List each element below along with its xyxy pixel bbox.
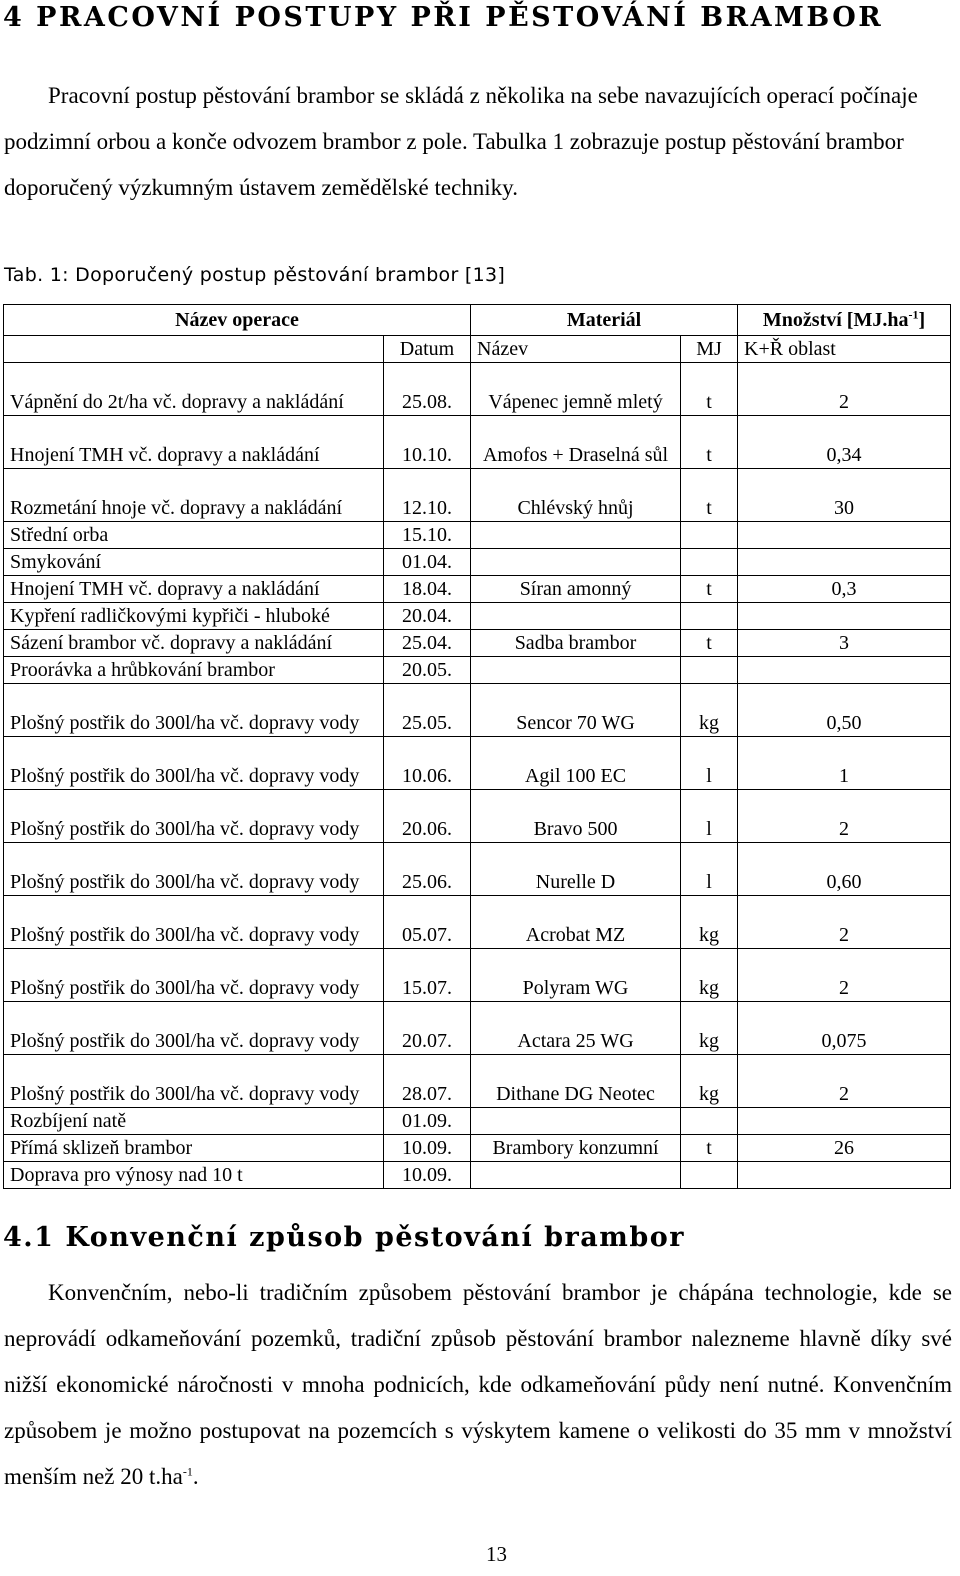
operation-cell: Střední orba xyxy=(4,522,384,549)
date-cell: 25.04. xyxy=(384,630,471,657)
operation-cell: Vápnění do 2t/ha vč. dopravy a nakládání xyxy=(4,363,384,416)
date-cell: 10.09. xyxy=(384,1135,471,1162)
date-cell: 28.07. xyxy=(384,1055,471,1108)
amount-cell xyxy=(738,549,951,576)
amount-cell xyxy=(738,522,951,549)
material-cell: Dithane DG Neotec xyxy=(471,1055,681,1108)
table-row xyxy=(4,363,951,416)
cultivation-table xyxy=(3,304,951,1189)
operation-cell: Plošný postřik do 300l/ha vč. dopravy vody xyxy=(4,684,384,737)
date-cell: 10.06. xyxy=(384,737,471,790)
amount-cell: 0,3 xyxy=(738,576,951,603)
material-cell xyxy=(471,549,681,576)
material-cell: Acrobat MZ xyxy=(471,896,681,949)
amount-cell xyxy=(738,603,951,630)
amount-cell xyxy=(738,1162,951,1189)
amount-cell: 1 xyxy=(738,737,951,790)
intro-paragraph xyxy=(4,73,952,211)
material-cell: Vápenec jemně mletý xyxy=(471,363,681,416)
amount-cell xyxy=(738,657,951,684)
unit-cell: kg xyxy=(681,949,738,1002)
date-cell: 20.05. xyxy=(384,657,471,684)
amount-cell: 0,34 xyxy=(738,416,951,469)
material-cell: Polyram WG xyxy=(471,949,681,1002)
date-cell: 25.05. xyxy=(384,684,471,737)
operation-cell: Proorávka a hrůbkování brambor xyxy=(4,657,384,684)
unit-cell xyxy=(681,603,738,630)
operation-cell: Rozmetání hnoje vč. dopravy a nakládání xyxy=(4,469,384,522)
operation-cell: Hnojení TMH vč. dopravy a nakládání xyxy=(4,576,384,603)
operation-cell: Rozbíjení natě xyxy=(4,1108,384,1135)
operation-cell: Plošný postřik do 300l/ha vč. dopravy vody xyxy=(4,737,384,790)
operation-cell: Smykování xyxy=(4,549,384,576)
subheader-unit: MJ xyxy=(681,336,738,363)
table-row xyxy=(4,684,951,737)
date-cell: 20.06. xyxy=(384,790,471,843)
table-row xyxy=(4,896,951,949)
material-cell xyxy=(471,657,681,684)
material-cell: Sencor 70 WG xyxy=(471,684,681,737)
operation-cell: Plošný postřik do 300l/ha vč. dopravy vody xyxy=(4,843,384,896)
operation-cell: Hnojení TMH vč. dopravy a nakládání xyxy=(4,416,384,469)
subheader-empty xyxy=(4,336,384,363)
table-header-row xyxy=(4,305,951,336)
table-row xyxy=(4,1162,951,1189)
operation-cell: Plošný postřik do 300l/ha vč. dopravy vody xyxy=(4,1055,384,1108)
amount-cell: 2 xyxy=(738,363,951,416)
unit-cell: t xyxy=(681,416,738,469)
material-cell xyxy=(471,603,681,630)
intro-text: Pracovní postup pěstování brambor se skládá z několika na sebe navazujících operací počínaje podzimní orbou a konče odvozem brambor z pole. Tabulka 1 zobrazuje postup pěstování brambor doporučený výzkumným ústavem zemědělské techniky. xyxy=(4,83,918,200)
amount-cell: 0,60 xyxy=(738,843,951,896)
date-cell: 15.07. xyxy=(384,949,471,1002)
subheader-region: K+Ř oblast xyxy=(738,336,951,363)
date-cell: 01.09. xyxy=(384,1108,471,1135)
operation-cell: Plošný postřik do 300l/ha vč. dopravy vody xyxy=(4,949,384,1002)
date-cell: 18.04. xyxy=(384,576,471,603)
amount-cell: 26 xyxy=(738,1135,951,1162)
unit-cell xyxy=(681,1162,738,1189)
amount-cell: 0,075 xyxy=(738,1002,951,1055)
unit-cell: l xyxy=(681,790,738,843)
table-row xyxy=(4,790,951,843)
unit-cell: t xyxy=(681,576,738,603)
date-cell: 12.10. xyxy=(384,469,471,522)
header-operation: Název operace xyxy=(4,305,471,336)
unit-cell: t xyxy=(681,630,738,657)
date-cell: 25.08. xyxy=(384,363,471,416)
amount-cell xyxy=(738,1108,951,1135)
date-cell: 10.09. xyxy=(384,1162,471,1189)
amount-cell: 0,50 xyxy=(738,684,951,737)
amount-cell: 2 xyxy=(738,949,951,1002)
header-amount: Množství $[MJ.ha^{-1}]$ xyxy=(738,305,951,336)
section-text-sup: -1 xyxy=(182,1464,193,1479)
material-cell: Síran amonný xyxy=(471,576,681,603)
material-cell: Agil 100 EC xyxy=(471,737,681,790)
material-cell: Sadba brambor xyxy=(471,630,681,657)
date-cell: 25.06. xyxy=(384,843,471,896)
table-row xyxy=(4,1135,951,1162)
material-cell: Chlévský hnůj xyxy=(471,469,681,522)
date-cell: 15.10. xyxy=(384,522,471,549)
subheader-name: Název xyxy=(471,336,681,363)
material-cell: Actara 25 WG xyxy=(471,1002,681,1055)
table-row xyxy=(4,469,951,522)
unit-cell xyxy=(681,549,738,576)
date-cell: 05.07. xyxy=(384,896,471,949)
unit-cell: kg xyxy=(681,1055,738,1108)
unit-cell: kg xyxy=(681,896,738,949)
unit-cell: l xyxy=(681,843,738,896)
amount-cell: 2 xyxy=(738,896,951,949)
operation-cell: Plošný postřik do 300l/ha vč. dopravy vody xyxy=(4,790,384,843)
operation-cell: Plošný postřik do 300l/ha vč. dopravy vody xyxy=(4,1002,384,1055)
section-heading: 4.1 Konvenční způsob pěstování brambor xyxy=(3,1222,685,1253)
table-row xyxy=(4,1002,951,1055)
unit-cell xyxy=(681,1108,738,1135)
material-cell xyxy=(471,1108,681,1135)
header-material: Materiál xyxy=(471,305,738,336)
material-cell: Brambory konzumní xyxy=(471,1135,681,1162)
page-heading: 4 PRACOVNÍ POSTUPY PŘI PĚSTOVÁNÍ BRAMBOR xyxy=(3,2,884,33)
operation-cell: Plošný postřik do 300l/ha vč. dopravy vody xyxy=(4,896,384,949)
table-subheader-row xyxy=(4,336,951,363)
unit-cell: t xyxy=(681,469,738,522)
unit-cell xyxy=(681,522,738,549)
table-row xyxy=(4,737,951,790)
material-cell: Nurelle D xyxy=(471,843,681,896)
unit-cell xyxy=(681,657,738,684)
table-row xyxy=(4,576,951,603)
unit-cell: kg xyxy=(681,684,738,737)
operation-cell: Přímá sklizeň brambor xyxy=(4,1135,384,1162)
date-cell: 10.10. xyxy=(384,416,471,469)
date-cell: 20.04. xyxy=(384,603,471,630)
table-row xyxy=(4,630,951,657)
unit-cell: t xyxy=(681,1135,738,1162)
unit-cell: kg xyxy=(681,1002,738,1055)
table-row xyxy=(4,949,951,1002)
amount-cell: 2 xyxy=(738,790,951,843)
table-row xyxy=(4,1055,951,1108)
subheader-date: Datum xyxy=(384,336,471,363)
date-cell: 20.07. xyxy=(384,1002,471,1055)
material-cell: Bravo 500 xyxy=(471,790,681,843)
unit-cell: l xyxy=(681,737,738,790)
table-row xyxy=(4,843,951,896)
material-cell xyxy=(471,1162,681,1189)
table-row xyxy=(4,522,951,549)
amount-cell: 3 xyxy=(738,630,951,657)
material-cell: Amofos + Draselná sůl xyxy=(471,416,681,469)
operation-cell: Kypření radličkovými kypřiči - hluboké xyxy=(4,603,384,630)
table-row xyxy=(4,1108,951,1135)
table-row xyxy=(4,657,951,684)
table-caption: Tab. 1: Doporučený postup pěstování brambor [13] xyxy=(4,264,506,286)
table-row xyxy=(4,416,951,469)
date-cell: 01.04. xyxy=(384,549,471,576)
material-cell xyxy=(471,522,681,549)
section-text: Konvenčním, nebo-li tradičním způsobem pěstování brambor je chápána technologie, kde se neprovádí odkameňování pozemků, tradiční způsob pěstování brambor nalezneme hlavně díky své nižší ekonomické náročnosti v mnoha podnicích, kde odkameňování půdy není nutné. Konvenčním způsobem je možno postupovat na pozemcích s výskytem kamene o velikosti do 35 mm v množství menším než 20 t.ha xyxy=(4,1280,952,1489)
section-paragraph: Konvenčním, nebo-li tradičním způsobem pěstování brambor je chápána technologie, kde se neprovádí odkameňování pozemků, tradiční způsob pěstování brambor nalezneme hlavně díky své nižší ekonomické náročnosti v mnoha podnicích, kde odkameňování půdy není nutné. Konvenčním způsobem je možno postupovat na pozemcích s výskytem kamene o velikosti do 35 mm v množství menším než 20 $t.ha^{-1}$. xyxy=(4,1280,952,1489)
operation-cell: Sázení brambor vč. dopravy a nakládání xyxy=(4,630,384,657)
operation-cell: Doprava pro výnosy nad 10 t xyxy=(4,1162,384,1189)
amount-cell: 30 xyxy=(738,469,951,522)
amount-cell: 2 xyxy=(738,1055,951,1108)
unit-cell: t xyxy=(681,363,738,416)
page-number: 13 xyxy=(486,1542,507,1566)
table-row xyxy=(4,549,951,576)
table-row xyxy=(4,603,951,630)
